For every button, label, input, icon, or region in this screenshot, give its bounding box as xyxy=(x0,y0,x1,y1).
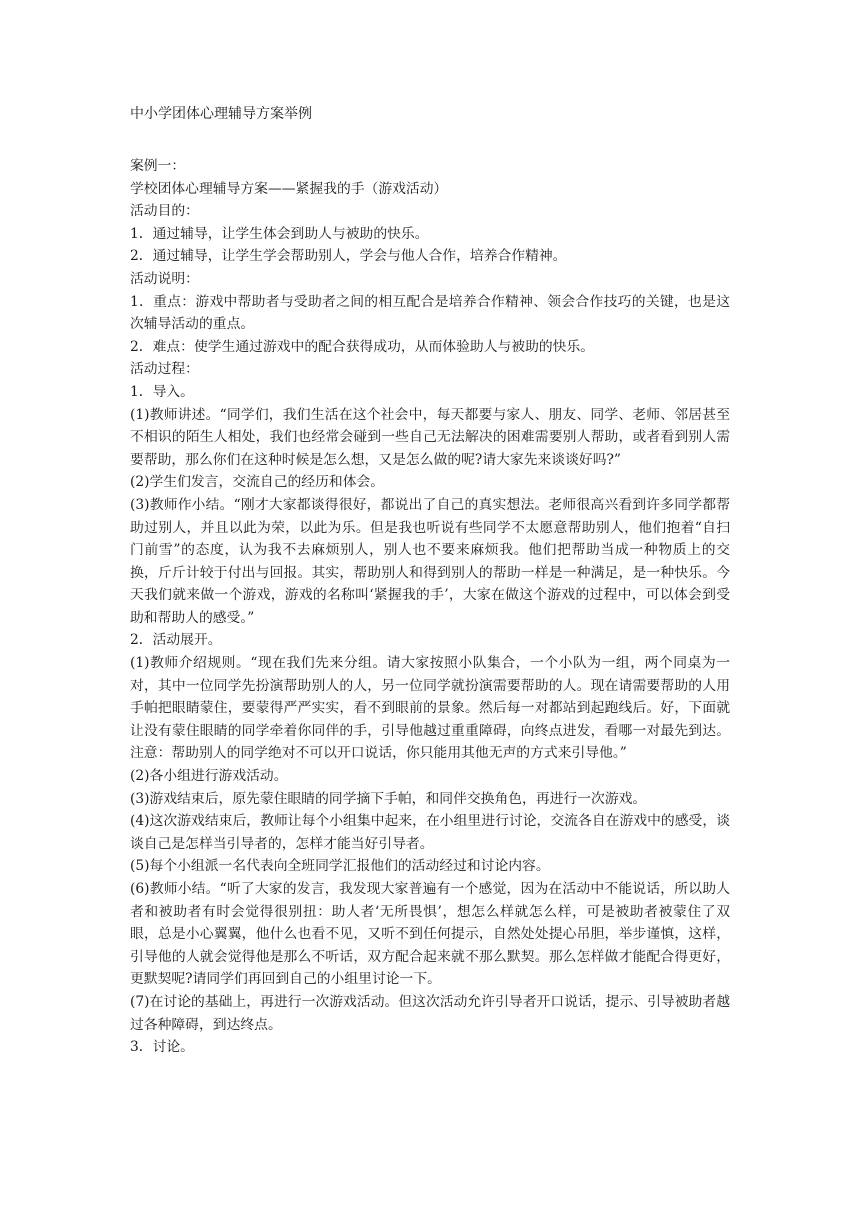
paragraph: 2．难点：使学生通过游戏中的配合获得成功，从而体验助人与被助的快乐。 xyxy=(130,338,595,355)
paragraph: (1)教师介绍规则。“现在我们先来分组。请大家按照小队集合，一个小队为一组，两个同桌为一对，其中一位同学先扮演帮助别人的人，另一位同学就扮演需要帮助的人。现在请需要帮助的人用手帕把眼睛蒙住，要蒙得严严实实，看不到眼前的景象。然后每一对都站到起跑线后。好，下面就让没有蒙住眼睛的同学牵着你同伴的手，引导他越过重重障碍，向终点进发，看哪一对最先到达。注意：帮助别人的同学绝对不可以开口说话，你只能用其他无声的方式来引导他。” xyxy=(130,655,730,762)
paragraph: 1．重点：游戏中帮助者与受助者之间的相互配合是培养合作精神、领会合作技巧的关键，也是这次辅导活动的重点。 xyxy=(130,293,730,333)
paragraph: 活动说明： xyxy=(130,270,199,287)
paragraph: (2)各小组进行游戏活动。 xyxy=(130,768,288,785)
paragraph: 活动过程： xyxy=(130,361,199,378)
paragraph: (1)教师讲述。“同学们，我们生活在这个社会中，每天都要与家人、朋友、同学、老师、邻居甚至不相识的陌生人相处，我们也经常会碰到一些自己无法解决的困难需要别人帮助，或者看到别人需要帮助，那么你们在这种时候是怎么想，又是怎么做的呢?请大家先来谈谈好吗?” xyxy=(130,406,730,468)
paragraph: (3)教师作小结。“刚才大家都谈得很好，都说出了自己的真实想法。老师很高兴看到许多同学都帮助过别人，并且以此为荣，以此为乐。但是我也听说有些同学不太愿意帮助别人，他们抱着“自扫门前雪”的态度，认为我不去麻烦别人，别人也不要来麻烦我。他们把帮助当成一种物质上的交换，斤斤计较于付出与回报。其实，帮助别人和得到别人的帮助一样是一种满足，是一种快乐。今天我们就来做一个游戏，游戏的名称叫‘紧握我的手’，大家在做这个游戏的过程中，可以体会到受助和帮助人的感受。” xyxy=(130,496,730,626)
paragraph: (5)每个小组派一名代表向全班同学汇报他们的活动经过和讨论内容。 xyxy=(130,858,550,875)
paragraph: 1．通过辅导，让学生体会到助人与被助的快乐。 xyxy=(130,225,429,242)
paragraph: (6)教师小结。“听了大家的发言，我发现大家普遍有一个感觉，因为在活动中不能说话，所以助人者和被助者有时会觉得很别扭：助人者‘无所畏惧’，想怎么样就怎么样，可是被助者被蒙住了双眼，总是小心翼翼，他什么也看不见，又听不到任何提示，自然处处提心吊胆，举步谨慎，这样，引导他的人就会觉得他是那么不听话，双方配合起来就不那么默契。那么怎样做才能配合得更好，更默契呢?请同学们再回到自己的小组里讨论一下。 xyxy=(130,881,730,988)
paragraph: (4)这次游戏结束后，教师让每个小组集中起来，在小组里进行讨论，交流各自在游戏中的感受，谈谈自己是怎样当引导者的，怎样才能当好引导者。 xyxy=(130,813,730,852)
document-page xyxy=(130,103,730,1059)
paragraph: 案例一： xyxy=(130,158,186,174)
paragraph: (2)学生们发言，交流自己的经历和体会。 xyxy=(130,474,385,491)
paragraph: 3．讨论。 xyxy=(130,1039,194,1056)
paragraph: 1．导入。 xyxy=(130,383,194,400)
paragraph: 2．通过辅导，让学生学会帮助别人，学会与他人合作，培养合作精神。 xyxy=(130,248,567,265)
document-title: 中小学团体心理辅导方案举例 xyxy=(130,106,312,122)
document-body xyxy=(130,155,730,1059)
paragraph: (7)在讨论的基础上，再进行一次游戏活动。但这次活动允许引导者开口说话，提示、引导被助者越过各种障碍，到达终点。 xyxy=(130,993,730,1033)
paragraph: (3)游戏结束后，原先蒙住眼睛的同学摘下手帕，和同伴交换角色，再进行一次游戏。 xyxy=(130,790,647,807)
paragraph: 2．活动展开。 xyxy=(130,632,222,649)
paragraph: 学校团体心理辅导方案——紧握我的手（游戏活动） xyxy=(130,180,448,197)
paragraph: 活动目的： xyxy=(130,203,199,220)
